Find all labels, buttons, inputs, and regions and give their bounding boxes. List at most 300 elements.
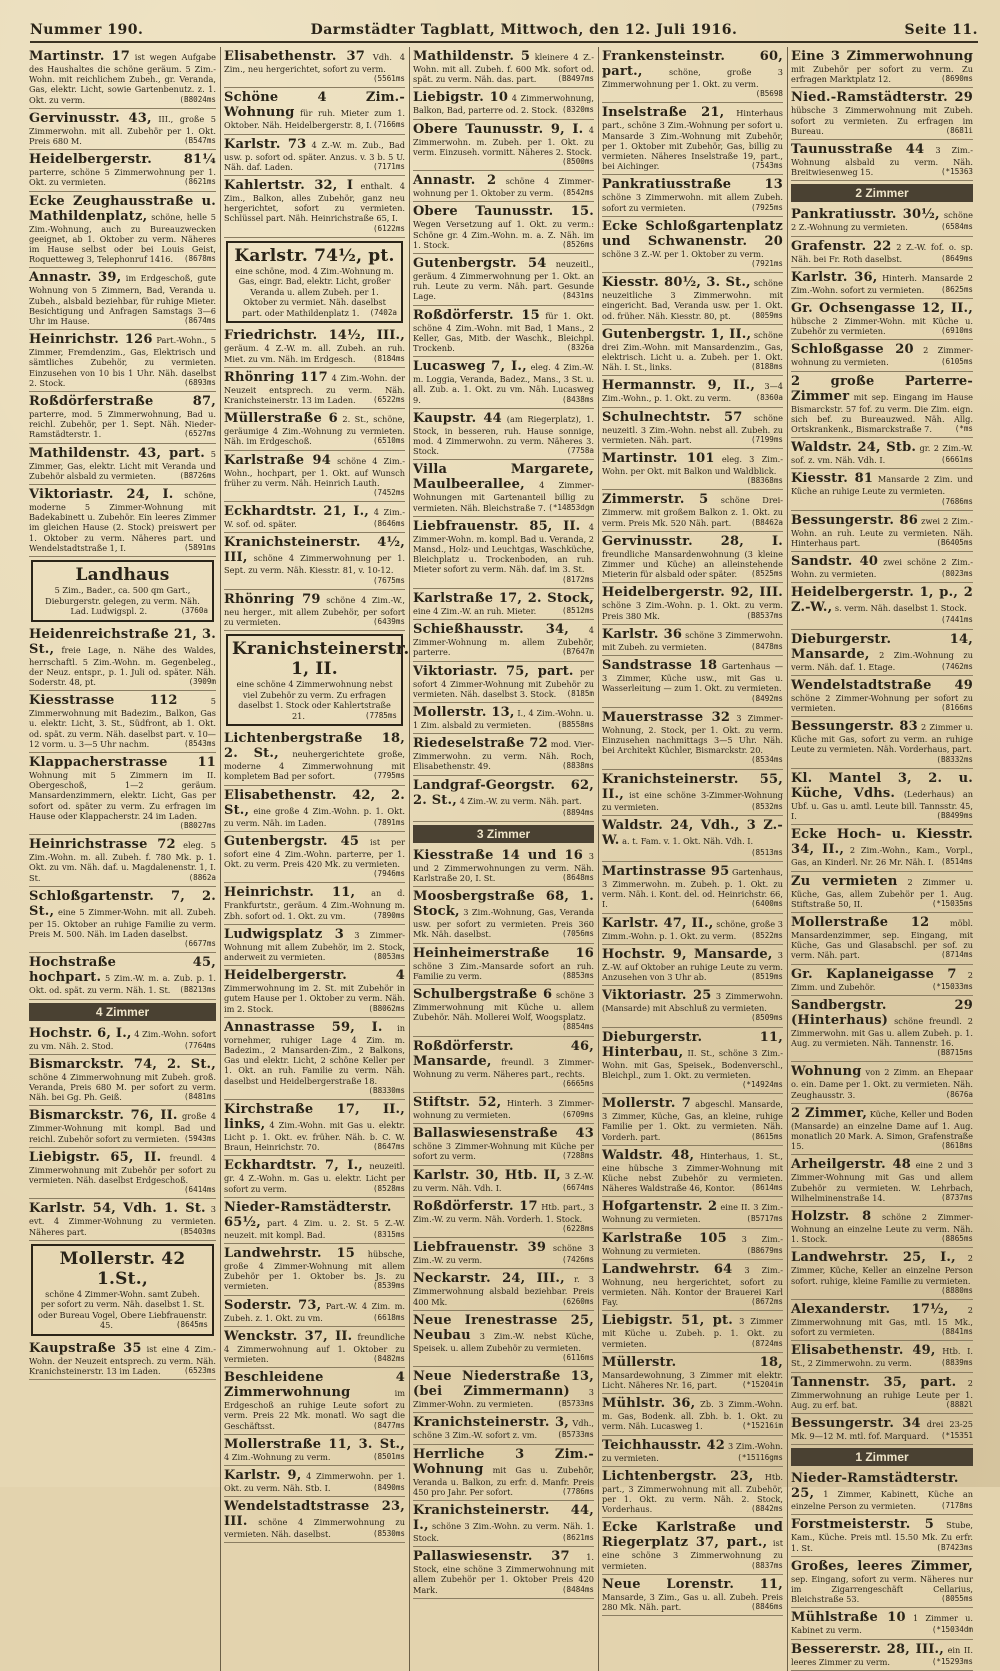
classified-ad <box>413 703 594 734</box>
ad-heading: Ballaswiesenstraße 43 <box>413 1126 594 1142</box>
column-4 <box>599 47 788 1671</box>
classified-ad <box>791 1062 973 1103</box>
ad-heading: Liebigstr. 10 <box>413 90 509 106</box>
ad-code: (8501ms <box>372 1451 405 1461</box>
ad-code: (6522ms <box>372 394 405 404</box>
ad-code: (7166ms <box>372 120 405 130</box>
ad-text: s. verm. Näh. daselbst 1. Stock. <box>834 603 967 614</box>
ad-heading: Bessungerstr. 83 <box>791 719 918 735</box>
ad-heading: Obere Taunusstr. 15. <box>413 204 594 220</box>
classified-ad <box>791 438 973 469</box>
ad-code: (8166ms <box>940 703 973 713</box>
ad-code: (*15204im <box>741 1380 783 1389</box>
classified-ad <box>602 1028 783 1095</box>
classified-ad <box>224 1435 405 1466</box>
ad-code: (B7647m <box>561 647 594 657</box>
ad-code: (B8062ms <box>368 1003 405 1013</box>
ad-code: (B8497ms <box>557 74 594 84</box>
ad-heading: Landhaus <box>75 565 170 586</box>
classified-ad <box>224 1198 405 1244</box>
classified-ad <box>791 676 973 717</box>
classified-ad <box>224 590 405 631</box>
ad-heading: Eine 3 Zimmerwohnung <box>791 49 973 64</box>
ad-code: (8528ms <box>372 1183 405 1193</box>
ad-heading: Hochstraße 45, hochpart. <box>29 955 216 986</box>
ad-text: eine 5 Zimmer-Wohn. mit all. Zubeh. per 15. Oktober an ruhige Familie zu verm. Preis M. 500. Näh. im Laden daselbst. <box>29 906 216 940</box>
classified-ad <box>791 872 973 913</box>
ad-code: (7199ms <box>750 434 783 444</box>
ad-code: (7288ms <box>561 1151 594 1161</box>
ad-heading: Gr. Ochsengasse 12, II., <box>791 301 973 317</box>
ad-code: (B8537ms <box>746 610 783 620</box>
ad-text: 2. St., schöne, geräumige 4 Zim.-Wohnung zu vermieten. Näh. im Erdgeschoß. <box>224 414 405 447</box>
ad-heading: Mathildenstr. 5 <box>413 49 531 64</box>
classified-ad <box>791 583 973 629</box>
ad-code: (6400ms <box>750 899 783 909</box>
classified-ad <box>413 1501 594 1547</box>
ad-code: (6523ms <box>183 1366 216 1376</box>
ad-text: schöne 3 Zim.-Wohn. zu verm. Näh. 1. Stock. <box>413 1521 594 1543</box>
ad-text: eleg. 3 Zim.-Wohn. per Okt. mit Balkon und Waldblick. <box>602 454 784 477</box>
ad-text: hübsche 2 Zimmer-Wohn. mit Küche u. Zubehör zu vermieten. <box>791 316 973 337</box>
classified-ad <box>602 217 783 273</box>
ad-heading: Zu vermieten <box>791 873 898 889</box>
ad-text: für ruh. Mieter zum 1. Oktober. Näh. Heidelbergerstr. 8, I. <box>224 108 406 131</box>
ad-code: (8648ms <box>561 872 594 882</box>
ad-code: (8326a <box>566 343 594 353</box>
ad-text: r. 3 Zimmerwohnung alsbald beziehbar. Preis 400 Mk. <box>413 1274 594 1307</box>
ad-code: (6665ms <box>561 1078 594 1088</box>
ad-text: ist eine 4 Zim.-Wohn. der Neuzeit entsprech. zu verm. Näh. Kranichsteinerstr. 13 im Laden. <box>29 1343 216 1377</box>
ad-code: (8724ms <box>750 1338 783 1348</box>
ad-heading: Forstmeisterstr. 5 <box>791 1517 934 1533</box>
ad-code: (8714ms <box>940 950 973 960</box>
classified-ad <box>29 1199 216 1240</box>
ad-heading: Schloßgartenstr. 7, 2. St., <box>29 888 216 919</box>
ad-text: schöne 3 Zim.-W. zu verm. <box>413 1243 594 1266</box>
ad-text: parterre, mod. 5 Zimmerwohnung, Bad u. reichl. Zubehör, per 1. Sept. Näh. Nieder-Ramstädterstr. 1. <box>29 409 216 440</box>
ad-code: (7441ms <box>940 615 973 625</box>
ad-heading: Schulnechtstr. 57 <box>602 409 743 425</box>
classified-ad <box>791 630 973 676</box>
ad-code: (5561ms <box>372 74 405 84</box>
ad-heading: Heidenreichstraße 21, 3. St., <box>29 626 216 657</box>
ad-code: (8490ms <box>372 1483 405 1493</box>
ad-code: (B547ms <box>183 136 216 146</box>
ad-code: (7426ms <box>561 1255 594 1265</box>
ad-text: abgeschl. Mansarde, 3 Zimmer, Küche, Gas, an kleine, ruhige Familie per 1. Okt. zu vermieten. Näh. Vorderh. part. <box>602 1099 783 1142</box>
classified-ad <box>791 769 973 825</box>
ad-text: 3 Zimmer-Wohnung mit allem Zubehör, im 2. Stock, anderweit zu vermieten. <box>224 929 405 962</box>
ad-text: mit sep. Eingang im Hause Bismarckstr. 57 fof. zu verm. Die Zim. eign. sich bef. zu Bureauzwed. Näh. Allg. Ortskrankenk., Bismarckstraße 7. <box>791 391 973 435</box>
ad-code: (B8715ms <box>936 1048 973 1058</box>
ad-heading: Taunusstraße 44 <box>791 142 925 158</box>
ad-code: (6893ms <box>183 377 216 387</box>
ad-code: (8534ms <box>750 755 783 765</box>
ad-text: 4 Zimmerwohnung, Balkon, Bad, parterre od. 2. Stock. <box>413 93 594 116</box>
ad-text: III., große 5 Zimmerwohn. mit all. Zubehör per 1. Okt. Preis 680 M. <box>29 113 216 147</box>
ad-text: Hinterhaus part., schöne 3 Zim.-Wohnung per sofort u. Mansarde 3 Zim.-Wohnung mit Zubehör, per 1. Oktober mit Zubehör, Gas, billig zu vermieten. Näheres Inselstraße 19, part., bei Aichinger. <box>602 108 783 172</box>
ad-code: (8865ms <box>940 1234 973 1244</box>
ad-text: 3 Zimmer-Wohnung, 2. Stock, per 1. Okt. zu verm. Einzusehen nachmittags 3—5 Uhr. Näh. bei Architekt Küchler, Bismarckstr. 20. <box>602 712 783 756</box>
ad-text: schöne, große 3 Zimm.-Wohn. p. 1. Okt. zu verm. <box>602 918 783 941</box>
ad-heading: Beschleidene 4 Zimmerwohnung <box>224 1370 405 1401</box>
ad-code: (B8330ms <box>368 1085 405 1095</box>
ad-text: Vdh., schöne 3 Zim.-W. sofort z. vm. <box>413 1418 594 1441</box>
ad-heading: Kranichsteinerstr. 1, II. <box>232 639 410 680</box>
ad-text: 4 Zimmer-Wohnungen mit Gartenanteil billig zu vermieten. Näh. Bleichstraße 7. <box>413 480 594 513</box>
classified-ad <box>413 171 594 202</box>
classified-ad <box>791 140 973 181</box>
ad-text: 2 Z.-W. fof. o. sp. Näh. bei Fr. Roth daselbst. <box>791 241 973 264</box>
ad-heading: Lichtenbergstraße 18, 2. St., <box>224 731 405 762</box>
ad-code: (6439ms <box>372 616 405 626</box>
ad-text: freie Lage, n. Nähe des Waldes, herrschaftl. 5 Zim.-Wohn. m. Gegenbeleg., der Neuz. entspr., p. 1. Juli od. später. Näh. Soderstr. 48, pt. <box>29 644 216 687</box>
ad-heading: Hochstr. 9, Mansarde, <box>602 946 773 962</box>
classified-ad <box>224 925 405 966</box>
ad-heading: Roßdörferstr. 46, Mansarde, <box>413 1038 594 1069</box>
ad-text: schöne 2 Zimmer-Wohnung per sofort zu vermieten. <box>791 692 973 714</box>
ad-code: (*15216im <box>741 1421 783 1431</box>
classified-ad <box>224 47 405 88</box>
ad-heading: Kiesstr. 80½, 3. St., <box>602 275 751 291</box>
classified-ad <box>413 887 594 943</box>
ad-heading: Neckarstr. 24, III., <box>413 1271 565 1287</box>
ad-text: 3 Zim.-Wohnung, neu hergerichtet, sofort zu vermieten. Näh. Kontor der Brauerei Karl Fay. <box>602 1264 783 1308</box>
ad-text: Hinterh. Mansarde 2 Zim.-Wohn. sofort zu vermieten. <box>791 272 973 295</box>
classified-ad <box>29 1106 216 1147</box>
classified-ad <box>602 408 783 449</box>
classified-ad <box>791 1207 973 1248</box>
classified-ad <box>413 357 594 409</box>
classified-ad <box>602 1197 783 1228</box>
ad-code: (8184ms <box>372 353 405 363</box>
ad-heading: Gr. Kaplaneigasse 7 <box>791 966 957 982</box>
classified-ad <box>413 1037 594 1093</box>
ad-heading: Ecke Schloßgartenplatz und Schwanenstr. 20 <box>602 218 783 249</box>
classified-ad <box>791 1248 973 1300</box>
ad-heading: Mühlstraße 10 <box>791 1610 906 1626</box>
ad-heading: Landwehrstr. 25, I., <box>791 1250 956 1266</box>
classified-ad <box>791 1414 973 1445</box>
ad-code: (8621ms <box>561 1533 594 1542</box>
section-heading: 3 Zimmer <box>413 825 594 843</box>
classified-ad <box>602 175 783 216</box>
classified-ad <box>602 376 783 407</box>
ad-code: (8525ms <box>750 569 783 579</box>
classified-ad <box>29 1055 216 1107</box>
ad-text: schöne 3 Z.-W. per 1. Oktober zu verm. <box>602 248 764 259</box>
ad-heading: Herrliche 3 Zim.-Wohnung <box>413 1446 594 1477</box>
classified-ad <box>413 1413 594 1444</box>
classified-ad <box>29 392 216 444</box>
ad-text: zwei 2 Zim.-Wohn. an ruh. Leute zu vermieten. Näh. Hinterhaus part. <box>791 515 973 549</box>
ad-text: 3 und 2 Zimmerwohnungen zu verm. Näh. Karlstraße 20, I. St. <box>413 850 595 883</box>
ad-code: (8500ms <box>561 157 594 167</box>
ad-text: schöne 4 Zimmerwohnung per 1. Sept. zu verm. Näh. Kiesstr. 81, v. 10-12. <box>224 553 406 576</box>
ad-heading: Gervinusstr. 28, I. <box>602 533 783 549</box>
ad-text: im Erdgeschoß an ruhige Leute sofort zu verm. Preis 22 Mk. monatl. Wo sagt die Geschäftsst. <box>224 1388 405 1431</box>
ad-text: 3 Zim.-Wohn. zu vermieten. <box>602 1440 783 1463</box>
ad-text: schöne 3 Zimmer-Wohnung mit Küche per sofort zu verm. <box>413 1141 594 1162</box>
ad-text: 3 Z.-W. zu verm. Näh. Vdh. I. <box>413 1170 594 1193</box>
ad-heading: Bismarckstr. 74, 2. St., <box>29 1056 216 1072</box>
ad-heading: Soderstr. 73, <box>224 1297 322 1313</box>
ad-heading: Eckhardtstr. 21, I., <box>224 504 370 520</box>
classified-ad <box>224 451 405 503</box>
ad-text: freundliche 4 Zimmerwohnung auf 1. Oktober zu vermieten. <box>224 1331 405 1365</box>
ad-text: eine 2 und 3 Zimmer-Wohnung mit Gas und allem Zubehör zu vermieten. W. Lehrbach, Wilhelminenstraße 14. <box>791 1160 973 1203</box>
classified-ad <box>413 589 594 620</box>
ad-heading: Heidelbergerstr. 92, III. <box>602 585 783 601</box>
ad-code: (8519ms <box>750 971 783 981</box>
ad-heading: Kaupstr. 44 <box>413 410 502 426</box>
ad-columns <box>26 47 986 1667</box>
ad-text: freundl. 4 Zimmerwohnung mit Zubehör per sofort zu vermieten. Näh. daselbst Erdgeschoß. <box>29 1152 216 1186</box>
ad-code: (8059ms <box>750 310 783 320</box>
ad-text: II. St., schöne 3 Zim.-Wohn. mit Gas, Speisek., Bodenverschl., Bleichpl., zum 1. Okt. zu vermieten. <box>602 1047 783 1080</box>
ad-text: Mansardewohnung, 3 Zimmer mit elektr. Licht. Näheres Nr. 16, part. <box>602 1369 783 1390</box>
ad-code: (6105ms <box>940 357 973 367</box>
ad-heading: Teichhausstr. 42 <box>602 1437 726 1453</box>
classified-ad <box>224 883 405 924</box>
ad-code: (8737ms <box>940 1192 973 1202</box>
ad-code: (7056ms <box>561 929 594 939</box>
ad-code: (B8462a <box>750 517 783 527</box>
classified-ad <box>224 1327 405 1368</box>
ad-heading: Heinrichstrasse 72 <box>29 837 176 853</box>
classified-ad <box>791 913 973 965</box>
ad-heading: Kranichsteinerstr. 3, <box>413 1415 569 1431</box>
ad-code: (8513ms <box>750 847 783 857</box>
classified-ad <box>413 1445 594 1501</box>
ad-heading: Nied.-Ramstädterstr. 29 <box>791 90 973 106</box>
ad-text: Wohnung mit 5 Zimmern im II. Obergeschoß, 1—2 geräum. Mansardenzimmern, elektr. Licht, Gas per sofort od. später zu verm. Zu erfragen im Hause oder Klappacherstr. 24 im Laden. <box>29 770 216 821</box>
classified-ad <box>791 511 973 552</box>
ad-heading: Bismarckstr. 76, II. <box>29 1108 178 1124</box>
ad-text: 2 Zimm. und Zubehör. <box>791 969 973 992</box>
classified-ad <box>224 1100 405 1156</box>
ad-text: 4 Zimmer-Wohn. m. kompl. Bad u. Veranda, 2 Mansd., Holz- und Leuchtgas, Waschküche, Bleichplatz u. Trockenboden, an ruh. Mieter sofort zu verm. Näh. daf. im 3. St. <box>413 521 594 575</box>
classified-ad <box>224 786 405 832</box>
ad-code: (8837ms <box>750 1560 783 1570</box>
ad-code: (8618ms <box>940 1141 973 1151</box>
ad-code: (8649ms <box>940 253 973 263</box>
ad-heading: Karlstraße 94 <box>224 452 331 468</box>
ad-code: (*14853dgm <box>548 502 594 512</box>
classified-ad <box>602 1575 783 1616</box>
ad-heading: Karlstraße 105 <box>602 1230 727 1246</box>
ad-text: 4 Z.-W. m. Zub., Bad usw. p. sofort od. später. Anzus. v. 3 b. 5 U. Näh. daf. Laden. <box>224 139 405 172</box>
ad-heading: Stiftstr. 52, <box>413 1094 502 1110</box>
ad-text: neuzeitl., geräum. 4 Zimmerwohnung per 1. Okt. an ruh. Leute zu verm. Näh. part. Gesunde Lage. <box>413 259 594 302</box>
ad-heading: Waldstr. 24, Vdh., 3 Z.-W. <box>602 817 783 848</box>
ad-heading: Dieburgerstr. 11, Hinterbau, <box>602 1029 783 1060</box>
ad-heading: Viktoriastr. 25 <box>602 988 712 1004</box>
classified-ad <box>413 88 594 119</box>
classified-ad <box>413 254 594 306</box>
ad-code: (B8726ms <box>179 470 216 480</box>
classified-ad <box>29 150 216 191</box>
ad-heading: Ludwigsplatz 3 <box>224 926 345 942</box>
classified-ad <box>224 1368 405 1435</box>
ad-code: (7925ms <box>750 202 783 212</box>
column-1 <box>26 47 221 1671</box>
classified-ad <box>224 176 405 238</box>
ad-code: (B8332ms <box>936 754 973 764</box>
ad-text: Zimmerwohnung im 2. St. mit Zubehör in gutem Hause per 1. Oktober zu verm. Näh. im 2. Stock. <box>224 983 405 1014</box>
ad-code: (*ms <box>954 424 973 434</box>
ad-code: (7764ms <box>183 1040 216 1050</box>
classified-ad <box>29 887 216 954</box>
classified-ad <box>791 88 973 140</box>
ad-code: (8530ms <box>372 1529 405 1539</box>
ad-code: (8690ms <box>940 74 973 84</box>
ad-text: 4 Zim.-Wohn. sofort zu vm. Näh. 2. Stod. <box>29 1028 216 1051</box>
classified-ad <box>29 330 216 392</box>
ad-code: (6228ms <box>561 1223 594 1233</box>
classified-ad <box>791 205 973 236</box>
boxed-ad <box>31 1244 214 1336</box>
ad-code: (B8679ms <box>746 1245 783 1255</box>
classified-ad <box>29 485 216 557</box>
ad-code: (8512ms <box>561 605 594 615</box>
classified-ad <box>224 1156 405 1197</box>
column-3 <box>410 47 599 1671</box>
ad-heading: Dieburgerstr. 14, Mansarde, <box>791 631 973 662</box>
ad-text: schöne 2 Z.-Wohnung zu vermieten. <box>791 210 973 233</box>
ad-text: Part.-Wohn., 5 Zimmer, Fremdenzim., Gas, Elektrisch und sämtliches Zubehör, zu vermieten. Einzusehen von 10 bis 1 Uhr. Näh. daselbst 2. Stock. <box>29 335 216 388</box>
ad-code: (6260ms <box>561 1296 594 1306</box>
ad-text: Küche, Keller und Boden (Mansarde) an einzelne Dame auf 1. Aug. monatlich 20 Mark. A. Simon, Grafenstraße 15. <box>791 1108 974 1152</box>
ad-code: (8839ms <box>940 1358 973 1368</box>
ad-heading: Riedeselstraße 72 <box>413 736 548 752</box>
classified-ad <box>29 268 216 330</box>
ad-heading: Sandstr. 40 <box>791 554 879 570</box>
ad-text: 4 Zim.-Wohn. mit Gas u. elektr. Licht p. 1. Okt. ev. früher. Näh. b. C. W. Braun, Heinrichstr. 70. <box>224 1120 406 1153</box>
ad-code: (8678ms <box>183 254 216 264</box>
ad-code: (6709ms <box>561 1109 594 1119</box>
ad-text: mit Zubehör per sofort zu verm. Zu erfragen Marktplatz 12. <box>791 64 973 85</box>
classified-ad <box>602 1467 783 1519</box>
classified-ad <box>791 372 973 439</box>
classified-ad <box>602 708 783 770</box>
classified-ad <box>413 460 594 516</box>
ad-heading: Roßdörferstraße 87, <box>29 394 216 410</box>
classified-ad <box>413 985 594 1037</box>
ad-text: Hinterh. 3 Zimmer-wohnung zu vermieten. <box>413 1097 594 1120</box>
ad-text: 3 evt. 4 Zimmer-Wohnung zu vermieten. Näheres part. <box>29 1204 216 1237</box>
ad-code: (8853ms <box>561 970 594 980</box>
classified-ad <box>791 1300 973 1341</box>
ad-heading: Mathildenstr. 43, part. <box>29 445 205 461</box>
ad-code: (8023ms <box>940 569 973 579</box>
ad-heading: Müllerstr. 18, <box>602 1354 783 1370</box>
ad-text: 3 Zimmerwohn. (Mansarde) mit Abschluß zu vermieten. <box>602 991 783 1014</box>
ad-code: (8880ms <box>940 1285 973 1295</box>
classified-ad <box>29 1024 216 1055</box>
ad-heading: Heidelbergerstr. 1, p., 2 Z.-W., <box>791 585 973 616</box>
ad-code: (B8558ms <box>557 719 594 729</box>
classified-ad <box>29 835 216 887</box>
ad-text: 5 Zimmer, Gas, elektr. Licht mit Veranda und Zubehör alsbald zu vermieten. <box>29 448 216 481</box>
classified-ad <box>602 1436 783 1467</box>
classified-ad <box>791 1515 973 1556</box>
ad-code: (*14924ms <box>741 1079 783 1089</box>
ad-heading: Gutenbergstr. 54 <box>413 256 547 272</box>
classified-ad <box>602 1094 783 1146</box>
ad-code: (8674ms <box>183 316 216 326</box>
ad-code: (7946ms <box>372 869 405 879</box>
ad-heading: Karlstr. 74½, pt. <box>234 245 395 266</box>
ad-code: (7686ms <box>940 496 973 506</box>
classified-ad <box>791 1373 973 1414</box>
classified-ad <box>602 862 783 914</box>
classified-ad <box>791 340 973 371</box>
ad-heading: Bessungerstr. 86 <box>791 512 918 528</box>
classified-ad <box>413 517 594 589</box>
ad-heading: Viktoriastr. 24, I. <box>29 487 174 503</box>
ad-code: (6677ms <box>183 939 216 949</box>
ad-heading: Klappacherstrasse 11 <box>29 755 216 771</box>
ad-heading: Wenckstr. 37, II. <box>224 1328 353 1344</box>
classified-ad <box>602 532 783 584</box>
ad-text: schöne neuzeitl. 3 Zim.-Wohn. nebst all. Zubeh. zu vermieten. Näh. part. <box>602 412 784 445</box>
ad-text: 3 Zim.-Wohnung alsbald zu verm. Näh. Breitwiesenweg 15. <box>791 145 973 178</box>
ad-heading: Roßdörferstr. 17 <box>413 1198 538 1214</box>
ad-code: (8492ms <box>750 693 783 703</box>
ad-text: von 2 Zimm. an Ehepaar o. ein. Dame per 1. Okt. zu vermieten. Näh. Zeughausstr. 3. <box>791 1067 973 1100</box>
ad-text: 4 Zim.-Wohn. der Neuzeit entsprech. zu verm. Näh. Kranichsteinerstr. 13 im Laden. <box>224 372 405 405</box>
ad-text: a. t. Fam. v. 1. Okt. Näh. Vdh. I. <box>622 835 754 846</box>
ad-heading: Annastr. 2 <box>413 173 497 189</box>
classified-ad <box>602 986 783 1027</box>
ad-code: (*15363 <box>940 167 973 177</box>
ad-text: ist eine schöne 3-Zimmer-Wohnung zu vermieten. <box>602 789 783 812</box>
ad-text: an d. Frankfurtstr., geräum. 4 Zim.-Wohnung m. Zbh. sofort od. 1. Okt. zu vm. <box>224 888 406 921</box>
ad-text: schöne 3 Zimmerwohnung mit Küche u. allem Zubehör. Näh. Mollerei Wolf, Woogsplatz. <box>413 989 594 1023</box>
ad-code: (8645ms <box>175 1320 208 1330</box>
ad-code: (8172ms <box>561 574 594 584</box>
ad-text: Htb. part., 3 Zim.-W. zu verm. Näh. Vorderh. 1. Stock. <box>413 1201 595 1224</box>
ad-heading: 2 Zimmer, <box>791 1105 868 1121</box>
ad-code: (8514ms <box>940 857 973 867</box>
ad-code: (8615ms <box>750 1131 783 1141</box>
ad-heading: Martinstr. 101 <box>602 451 715 467</box>
ad-heading: Lucasweg 7, I., <box>413 359 527 375</box>
classified-ad <box>29 1148 216 1200</box>
ad-code: (8320ms <box>561 105 594 115</box>
ad-heading: Heinrichstr. 126 <box>29 332 153 348</box>
ad-heading: Karlstr. 9, <box>224 1468 302 1484</box>
classified-ad <box>602 625 783 656</box>
ad-code: (B5403ms <box>179 1226 216 1236</box>
ad-text: 2 Zim.-Wohn., Kam., Vorpl., Gas, an Kinderl. Nr. 26 Mr. Näh. I. <box>791 845 973 868</box>
ad-heading: Landwehrstr. 15 <box>224 1246 356 1262</box>
ad-heading: Hermannstr. 9, II., <box>602 378 756 394</box>
ad-text: 2 Zimmer-wohnung zu vermieten. <box>791 345 973 368</box>
ad-code: (B8213ms <box>179 985 216 995</box>
classified-ad <box>602 583 783 624</box>
ad-text: eleg. 5 Zim.-Wohn. m. all. Zubeh. f. 780 Mk. p. 1. Okt. zu vm. Näh. daf. u. Magdalenenstr. 1, I. St. <box>29 840 216 883</box>
ad-heading: Ecke Zeughausstraße u. Mathildenplatz, <box>29 193 216 224</box>
ad-heading: Karlstr. 54, Vdh. 1. St. <box>29 1201 206 1217</box>
ad-heading: Eckhardtstr. 7, I., <box>224 1158 364 1174</box>
ad-heading: Schießhausstr. 34, <box>413 622 569 638</box>
classified-ad <box>791 469 973 510</box>
ad-heading: 2 große Parterre-Zimmer <box>791 373 973 404</box>
classified-ad <box>413 409 594 461</box>
